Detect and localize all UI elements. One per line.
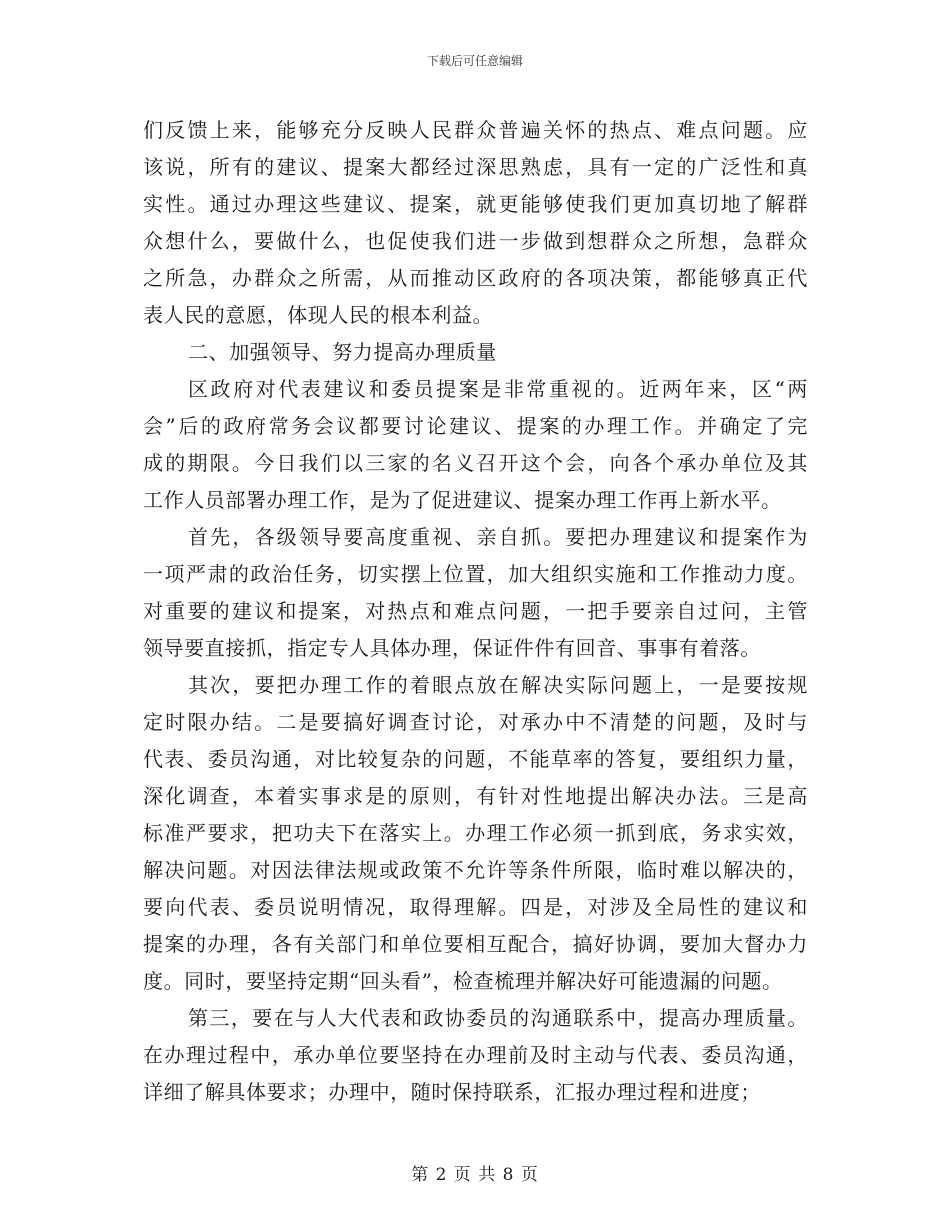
page-header: 下载后可任意编辑 — [426, 54, 523, 68]
text-line: 工作人员部署办理工作，是为了促进建议、提案办理工作再上新水平。 — [143, 488, 782, 512]
paragraph — [143, 112, 808, 334]
text-line: 代表、委员沟通，对比较复杂的问题，不能草率的答复，要组织力量， — [143, 747, 808, 771]
text-line: 要向代表、委员说明情况，取得理解。四是，对涉及全局性的建议和 — [143, 895, 808, 919]
text-line: 定时限办结。二是要搞好调查讨论，对承办中不清楚的问题，及时与 — [143, 710, 808, 734]
text-line: 成的期限。今日我们以三家的名义召开这个会，向各个承办单位及其 — [143, 451, 808, 475]
paragraph — [143, 667, 808, 1000]
text-line: 二、加强领导、努力提高办理质量 — [188, 340, 497, 364]
text-line: 提案的办理，各有关部门和单位要相互配合，搞好协调，要加大督办力 — [143, 932, 808, 956]
text-line: 其次，要把办理工作的着眼点放在解决实际问题上，一是要按规 — [188, 673, 808, 697]
text-line: 众想什么，要做什么，也促使我们进一步做到想群众之所想，急群众 — [143, 229, 808, 253]
text-line: 标准严要求，把功夫下在落实上。办理工作必须一抓到底，务求实效， — [143, 821, 808, 845]
text-line: 领导要直接抓，指定专人具体办理，保证件件有回音、事事有着落。 — [143, 636, 761, 660]
text-line: 该说，所有的建议、提案大都经过深思熟虑，具有一定的广泛性和真 — [143, 155, 808, 179]
text-line: 第三，要在与人大代表和政协委员的沟通联系中，提高办理质量。 — [188, 1006, 808, 1030]
text-line: 们反馈上来，能够充分反映人民群众普遍关怀的热点、难点问题。应 — [143, 118, 808, 142]
text-line: 一项严肃的政治任务，切实摆上位置，加大组织实施和工作推动力度。 — [143, 562, 808, 586]
paragraph — [143, 334, 808, 371]
text-line: 深化调查，本着实事求是的原则，有针对性地提出解决办法。三是高 — [143, 784, 808, 808]
text-line: 区政府对代表建议和委员提案是非常重视的。近两年来，区“两 — [188, 377, 808, 401]
text-line: 之所急，办群众之所需，从而推动区政府的各项决策，都能够真正代 — [143, 266, 808, 290]
text-line: 解决问题。对因法律法规或政策不允许等条件所限，临时难以解决的， — [143, 858, 808, 882]
text-line: 在办理过程中，承办单位要坚持在办理前及时主动与代表、委员沟通， — [143, 1043, 808, 1067]
text-line: 首先，各级领导要高度重视、亲自抓。要把办理建议和提案作为 — [188, 525, 808, 549]
page-footer: 第 2 页 共 8 页 — [411, 1165, 539, 1185]
document-body — [143, 112, 808, 1111]
paragraph — [143, 371, 808, 519]
text-line: 会”后的政府常务会议都要讨论建议、提案的办理工作。并确定了完 — [143, 414, 808, 438]
paragraph — [143, 1000, 808, 1111]
text-line: 对重要的建议和提案，对热点和难点问题，一把手要亲自过问，主管 — [143, 599, 808, 623]
text-line: 度。同时，要坚持定期“回头看”，检查梳理并解决好可能遗漏的问题。 — [143, 969, 783, 993]
text-line: 详细了解具体要求；办理中，随时保持联系，汇报办理过程和进度； — [143, 1080, 761, 1104]
text-line: 实性。通过办理这些建议、提案，就更能够使我们更加真切地了解群 — [143, 192, 808, 216]
paragraph — [143, 519, 808, 667]
text-line: 表人民的意愿，体现人民的根本利益。 — [143, 303, 494, 327]
